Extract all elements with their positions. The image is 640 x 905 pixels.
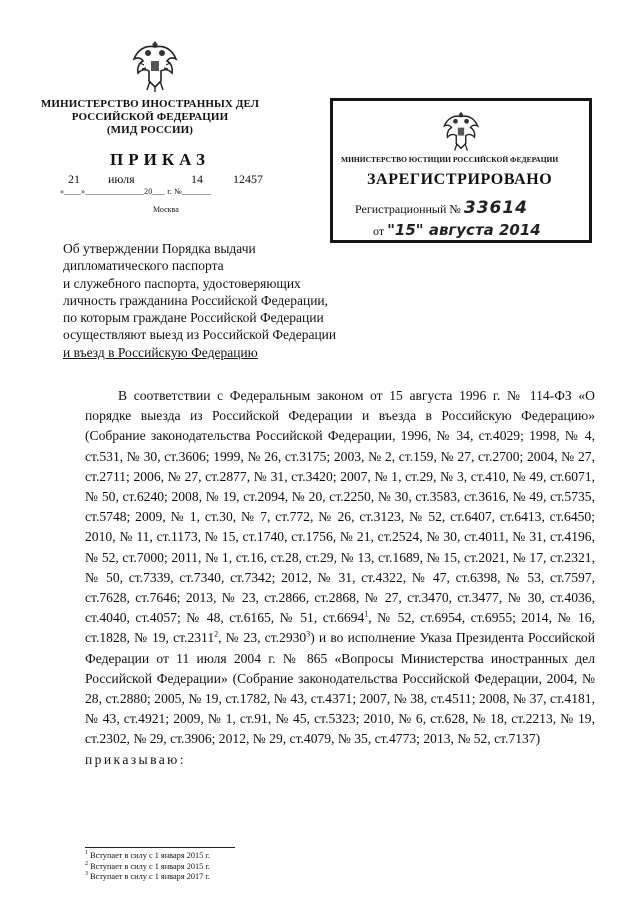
- footnote-mark: 2: [85, 860, 88, 867]
- date-number-template: «____»______________20___ г. №_______: [60, 187, 212, 196]
- subject-line: и въезд в Российскую Федерацию: [63, 344, 258, 360]
- date-year: 14: [191, 172, 203, 186]
- document-body: [85, 386, 595, 770]
- footnote: [85, 862, 210, 873]
- footnote-ref: 3: [306, 629, 311, 639]
- stamp-emblem-icon: [441, 107, 481, 153]
- date-month: июля: [108, 172, 135, 186]
- footnotes: [85, 851, 210, 883]
- stamp-date-handwritten: "15" августа 2014: [387, 221, 541, 239]
- ministry-title: [30, 98, 270, 137]
- stamp-reg-number-handwritten: 33614: [463, 198, 529, 218]
- subject-line: личность гражданина Российской Федерации,: [63, 292, 329, 308]
- footnote-divider: [85, 847, 235, 848]
- city: Москва: [153, 205, 179, 214]
- subject-line: дипломатического паспорта: [63, 258, 224, 274]
- ministry-line: МИНИСТЕРСТВО ИНОСТРАННЫХ ДЕЛ: [40, 98, 260, 110]
- coat-of-arms-emblem: [130, 35, 180, 93]
- stamp-reg-label: Регистрационный №: [355, 202, 461, 216]
- document-subject: [63, 240, 336, 361]
- stamp-registration-date: [373, 221, 541, 239]
- stamp-agency: МИНИСТЕРСТВО ЮСТИЦИИ РОССИЙСКОЙ ФЕДЕРАЦИИ: [341, 155, 559, 164]
- subject-line: осуществляют выезд из Российской Федерации: [63, 327, 337, 343]
- registration-stamp: [330, 98, 592, 243]
- ministry-line: РОССИЙСКОЙ ФЕДЕРАЦИИ: [71, 111, 229, 123]
- subject-line: и служебного паспорта, удостоверяющих: [63, 275, 301, 291]
- order-word: приказываю:: [85, 751, 186, 767]
- footnote-ref: 1: [364, 609, 369, 619]
- stamp-status: ЗАРЕГИСТРИРОВАНО: [367, 171, 553, 188]
- preamble-text: , № 52, ст.6954, ст.6955; 2014, № 16, ст.1828, № 19, ст.2311: [85, 610, 596, 646]
- footnote-text: Вступает в силу с 1 января 2015 г.: [88, 851, 210, 860]
- footnote-mark: 3: [85, 871, 88, 878]
- footnote-mark: 1: [85, 850, 88, 857]
- stamp-date-prefix: от: [373, 224, 385, 238]
- preamble-text: В соответствии с Федеральным законом от 15 августа 1996 г. № 114-ФЗ «О порядке выезда из Российской Федерации и въезда в Российскую Федерацию» (Собрание законодательства Российской Федерации, 1996, № 34, ст.4029; 1998, № 4, ст.531, № 30, ст.3606; 1999, № 26, ст.3175; 2003, № 2, ст.159, № 27, ст.2700; 2004, № 27, ст.2711; 2006, № 27, ст.2877, № 31, ст.3420; 2007, № 1, ст.29, № 3, ст.410, № 49, ст.6071, № 50, ст.6240; 2008, № 19, ст.2094, № 20, ст.2250, № 30, ст.3583, ст.3616, № 49, ст.5735, ст.5748; 2009, № 1, ст.30, № 7, ст.772, № 26, ст.3123, № 52, ст.6407, ст.6413, ст.6450; 2010, № 11, ст.1173, № 15, ст.1740, ст.1756, № 21, ст.2524, № 30, ст.4011, № 31, ст.4196, № 52, ст.7000; 2011, № 1, ст.16, ст.28, ст.29, № 13, ст.1689, № 15, ст.2021, № 17, ст.2321, № 50, ст.7339, ст.7340, ст.7342; 2012, № 31, ст.4322, № 47, ст.6398, № 53, ст.7597, ст.7628, ст.7646; 2013, № 23, ст.2866, ст.2868, № 27, ст.3470, ст.3477, № 30, ст.4036, ст.4040, ст.4057; № 48, ст.6165, № 51, ст.6694: [85, 388, 595, 626]
- preamble-text: ) и во исполнение Указа Президента Российской Федерации от 11 июля 2004 г. № 865 «Вопросы Министерства иностранных дел Российской Федерации» (Собрание законодательства Российской Федерации, 2004, № 28, ст.2880; 2005, № 19, ст.1782, № 43, ст.4371; 2007, № 38, ст.4511; 2008, № 37, ст.4181, № 43, ст.4921; 2009, № 1, ст.91, № 45, ст.5323; 2010, № 6, ст.628, № 18, ст.2213, № 19, ст.2302, № 29, ст.3906; 2012, № 29, ст.4079, № 35, ст.4773; 2013, № 52, ст.7137): [85, 630, 595, 747]
- preamble-paragraph: [85, 386, 595, 750]
- footnote: [85, 851, 210, 862]
- subject-line: Об утверждении Порядка выдачи: [63, 241, 256, 256]
- date-number-line: [60, 172, 280, 206]
- footnote-text: Вступает в силу с 1 января 2015 г.: [88, 861, 210, 871]
- date-day: 21: [68, 172, 80, 186]
- subject-line: по которым граждане Российской Федерации: [63, 310, 324, 326]
- document-number: 12457: [233, 172, 263, 186]
- footnote-ref: 2: [214, 629, 219, 639]
- preamble-text: , № 23, ст.2930: [218, 630, 307, 646]
- stamp-registration-number: [355, 198, 528, 218]
- footnote: [85, 872, 210, 883]
- document-type-heading: ПРИКАЗ: [110, 150, 210, 169]
- footnote-text: Вступает в силу с 1 января 2017 г.: [88, 872, 210, 881]
- ministry-line: (МИД РОССИИ): [106, 124, 194, 136]
